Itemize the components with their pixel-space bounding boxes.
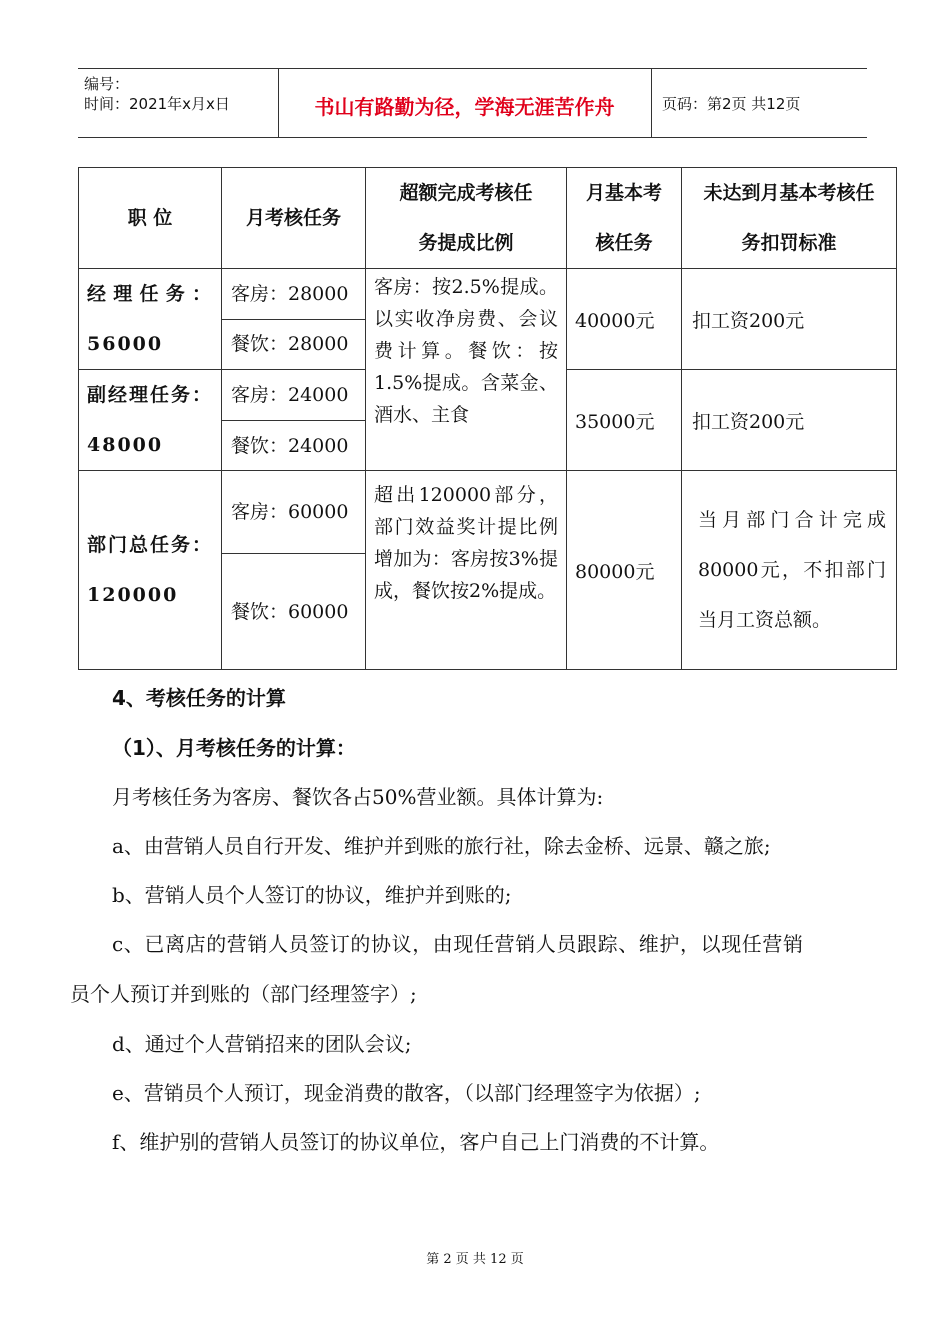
list-item-continuation: 员个人预订并到账的（部门经理签字）; — [70, 982, 417, 1006]
row-dept-rooms: 客房：60000 — [222, 471, 366, 554]
row-deputy-dining: 餐饮：24000 — [222, 421, 366, 471]
header-basic-task: 月基本考核任务 — [567, 168, 682, 269]
row-deputy-penalty: 扣工资200元 — [682, 370, 897, 471]
row-dept-penalty: 当月部门合计完成80000元，不扣部门当月工资总额。 — [682, 471, 897, 670]
header-over-ratio: 超额完成考核任务提成比例 — [366, 168, 567, 269]
section-title: 4、考核任务的计算 — [112, 686, 286, 710]
list-item: c、已离店的营销人员签订的协议，由现任营销人员跟踪、维护，以现任营销 — [112, 932, 804, 956]
row-manager-rooms: 客房：28000 — [222, 269, 366, 320]
table-row — [79, 471, 897, 554]
page-header — [78, 68, 867, 138]
header-motto: 书山有路勤为径，学海无涯苦作舟 — [314, 95, 615, 119]
row-deputy-position: 副经理任务：48000 — [79, 370, 222, 471]
ratio-manager-cell: 客房：按2.5%提成。以实收净房费、会议费计算。餐饮：按1.5%提成。含菜金、酒水、主食 — [366, 269, 567, 471]
sub-title: （1）、月考核任务的计算： — [112, 736, 356, 760]
list-item: b、营销人员个人签订的协议，维护并到账的; — [112, 883, 512, 907]
row-dept-position: 部门总任务：120000 — [79, 471, 222, 670]
document-time-label: 时间：2021年x月x日 — [84, 95, 230, 113]
header-motto-cell — [278, 69, 652, 137]
header-page-cell — [652, 69, 867, 137]
row-manager-basic: 40000元 — [567, 269, 682, 370]
table-row — [79, 269, 897, 320]
list-item: e、营销员个人预订，现金消费的散客，（以部门经理签字为依据）; — [112, 1081, 701, 1105]
header-position: 职 位 — [79, 168, 222, 269]
row-manager-dining: 餐饮：28000 — [222, 319, 366, 370]
list-item: a、由营销人员自行开发、维护并到账的旅行社，除去金桥、远景、赣之旅; — [112, 834, 771, 858]
header-meta-cell — [78, 69, 279, 137]
table-header-row — [79, 168, 897, 269]
row-manager-position: 经理任务：56000 — [79, 269, 222, 370]
assessment-table — [78, 167, 897, 670]
header-monthly-task: 月考核任务 — [222, 168, 366, 269]
list-item: d、通过个人营销招来的团队会议; — [112, 1032, 412, 1056]
row-dept-basic: 80000元 — [567, 471, 682, 670]
page-footer: 第 2 页 共 12 页 — [426, 1252, 524, 1267]
document-number-label: 编号： — [84, 75, 130, 93]
row-manager-penalty: 扣工资200元 — [682, 269, 897, 370]
intro-paragraph: 月考核任务为客房、餐饮各占50%营业额。具体计算为: — [112, 785, 604, 809]
row-dept-dining: 餐饮：60000 — [222, 554, 366, 670]
header-page-label: 页码：第2页 共12页 — [662, 95, 801, 113]
row-deputy-basic: 35000元 — [567, 370, 682, 471]
list-item: f、维护别的营销人员签订的协议单位，客户自己上门消费的不计算。 — [112, 1130, 720, 1154]
header-penalty: 未达到月基本考核任务扣罚标准 — [682, 168, 897, 269]
row-deputy-rooms: 客房：24000 — [222, 370, 366, 421]
ratio-dept-cell: 超出120000部分，部门效益奖计提比例增加为：客房按3%提成，餐饮按2%提成。 — [366, 471, 567, 670]
